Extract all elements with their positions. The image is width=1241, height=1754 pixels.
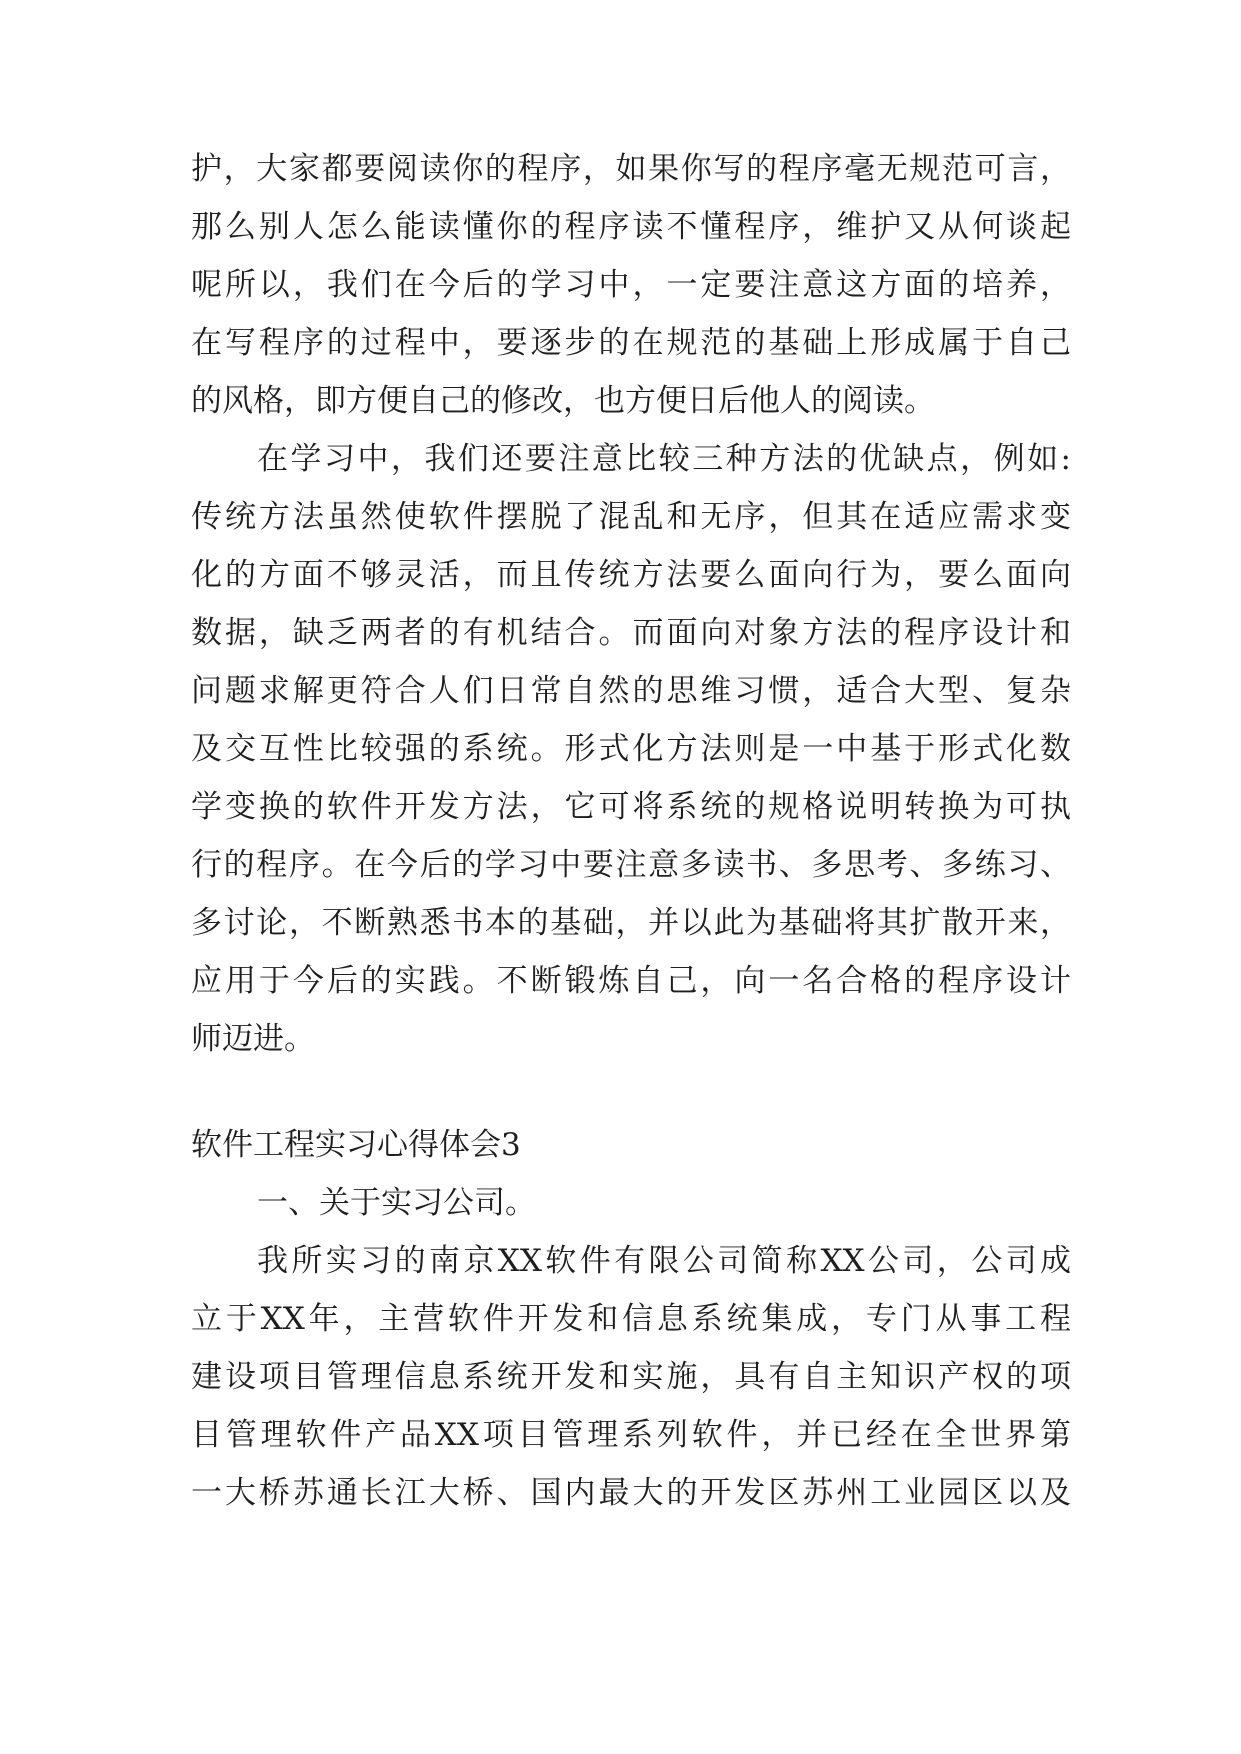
paragraph-line: 在学习中，我们还要注意比较三种方法的优缺点，例如: xyxy=(257,441,1071,477)
paragraph-line: 一大桥苏通长江大桥、国内最大的开发区苏州工业园区以及 xyxy=(191,1475,1071,1511)
paragraph-line: 问题求解更符合人们日常自然的思维习惯，适合大型、复杂 xyxy=(191,673,1071,709)
paragraph-line: 我所实习的南京XX软件有限公司简称XX公司，公司成 xyxy=(257,1243,1071,1279)
paragraph-line: 护，大家都要阅读你的程序，如果你写的程序毫无规范可言， xyxy=(191,151,1071,187)
paragraph-line: 应用于今后的实践。不断锻炼自己，向一名合格的程序设计 xyxy=(191,963,1071,999)
paragraph-line: 数据，缺乏两者的有机结合。而面向对象方法的程序设计和 xyxy=(191,615,1071,651)
paragraph-line: 师迈进。 xyxy=(191,1021,315,1057)
paragraph-line: 立于XX年，主营软件开发和信息系统集成，专门从事工程 xyxy=(191,1301,1071,1337)
paragraph-line: 呢所以，我们在今后的学习中，一定要注意这方面的培养， xyxy=(191,267,1071,303)
paragraph-line: 那么别人怎么能读懂你的程序读不懂程序，维护又从何谈起 xyxy=(191,209,1071,245)
paragraph-line: 及交互性比较强的系统。形式化方法则是一中基于形式化数 xyxy=(191,731,1071,767)
section-heading: 软件工程实习心得体会3 xyxy=(191,1127,521,1163)
paragraph-line: 学变换的软件开发方法，它可将系统的规格说明转换为可执 xyxy=(191,789,1071,825)
paragraph-line: 建设项目管理信息系统开发和实施，具有自主知识产权的项 xyxy=(191,1359,1071,1395)
paragraph-line: 传统方法虽然使软件摆脱了混乱和无序，但其在适应需求变 xyxy=(191,499,1071,535)
paragraph-line: 化的方面不够灵活，而且传统方法要么面向行为，要么面向 xyxy=(191,557,1071,593)
paragraph-line: 行的程序。在今后的学习中要注意多读书、多思考、多练习、 xyxy=(191,847,1071,883)
paragraph-line: 目管理软件产品XX项目管理系列软件，并已经在全世界第 xyxy=(191,1417,1071,1453)
subsection-heading: 一、关于实习公司。 xyxy=(257,1185,536,1221)
paragraph-line: 多讨论，不断熟悉书本的基础，并以此为基础将其扩散开来， xyxy=(191,905,1071,941)
paragraph-line: 在写程序的过程中，要逐步的在规范的基础上形成属于自己 xyxy=(191,325,1071,361)
paragraph-line: 的风格，即方便自己的修改，也方便日后他人的阅读。 xyxy=(191,383,935,419)
